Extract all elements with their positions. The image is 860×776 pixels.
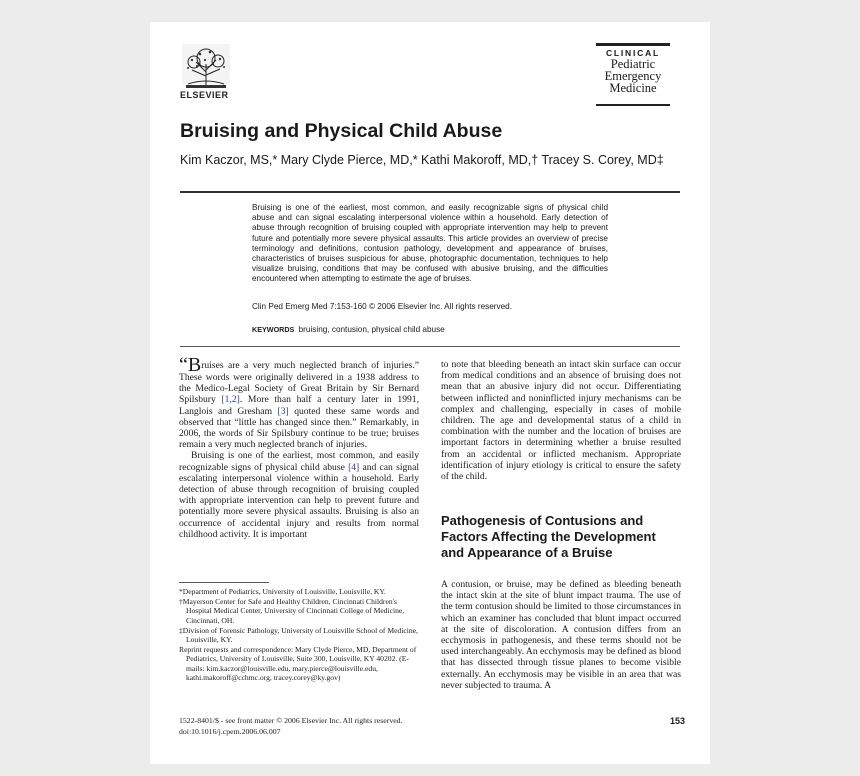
journal-line-emergency: Emergency xyxy=(604,69,662,83)
journal-line-medicine: Medicine xyxy=(609,81,657,95)
keywords xyxy=(252,325,445,334)
paragraph-second: Bruising is one of the earliest, most common, and easily recognizable signs of physical child abuse [4] and can signal escalating interpersonal violence within a household. Early detection of abuse through recognition of bruising coupled with appropriate intervention can help to prevent future and potentially more severe physical assaults. Bruising is also an occurrence of accidental injury and results from normal childhood activity. It is important xyxy=(179,450,419,540)
doi-line: doi:10.1016/j.cpem.2006.06.007 xyxy=(179,726,281,736)
paragraph-pathogenesis: A contusion, or bruise, may be defined as bleeding beneath the intact skin at the site of blunt impact trauma. The use of the term contusion should be limited to those circumstances in which an examiner has concluded that blunt impact occurred at the site of discoloration. A contusion differs from an ecchymosis in pathogenesis, and these terms should not be used interchangeably. An ecchymosis may be defined as blood that has dissected through tissue planes to become visible externally. An ecchymosis may be visible in an area that was never subjected to trauma. A xyxy=(441,579,681,691)
body-column-right-top xyxy=(441,359,681,482)
abstract: Bruising is one of the earliest, most common, and easily recognizable signs of physical child abuse and can signal escalating interpersonal violence within a household. Early detection of abuse through recognition of bruising coupled with appropriate intervention may help to prevent future and potentially more severe physical assaults. This article provides an overview of precise terminology and definitions, contusion pathology, development and appearance of bruises, characteristics of bruises suspicious for abuse, photographic documentation, techniques to help visualize bruising, conditions that may be confused with abusive bruising, and the difficulties encountered when attempting to estimate the age of bruises. xyxy=(252,203,608,284)
section-heading: Pathogenesis of Contusions and Factors Affecting the Development and Appearance of a Bruise xyxy=(441,513,656,560)
footer-copyright xyxy=(179,716,403,737)
abstract-rule xyxy=(180,346,680,347)
footnote-affiliation-2: †Mayerson Center for Safe and Healthy Children, Cincinnati Children's Hospital Medical Center, University of Cincinnati College of Medicine, Cincinnati, OH. xyxy=(179,596,405,625)
body-column-right-bottom xyxy=(441,579,681,691)
journal-line-pediatric: Pediatric xyxy=(610,57,656,71)
reference-link[interactable]: [3] xyxy=(277,405,289,417)
drop-cap: “B xyxy=(179,354,202,376)
publisher-name: ELSEVIER xyxy=(180,90,229,100)
front-matter-line: 1522-8401/$ - see front matter © 2006 Elsevier Inc. All rights reserved. xyxy=(179,716,403,725)
reference-link[interactable]: [4] xyxy=(348,461,360,473)
header-rule xyxy=(180,191,680,193)
footnote-affiliation-1: *Department of Pediatrics, University of Louisville, Louisville, KY. xyxy=(179,587,386,596)
footnote-affiliation-3: ‡Division of Forensic Pathology, University of Louisville School of Medicine, Louisville, KY. xyxy=(179,625,418,645)
citation-line: Clin Ped Emerg Med 7:153-160 © 2006 Elsevier Inc. All rights reserved. xyxy=(252,302,512,311)
journal-line-clinical: CLINICAL xyxy=(605,48,661,58)
footnotes xyxy=(179,587,420,683)
paragraph-intro: “Bruises are a very much neglected branch of injuries.” These words were originally delivered in a 1938 address to the Medico-Legal Society of Great Britain by Sir Bernard Spilsbury [1,2]. More than half a century later in 1991, Langlois and Gresham [3] quoted these same words and observed that “little has changed since then.” Remarkably, in 2006, the words of Sir Spilsbury continue to be true; bruises remain a very much neglected branch of injuries. xyxy=(179,354,419,451)
journal-badge xyxy=(596,43,670,106)
paragraph-continued: to note that bleeding beneath an intact skin surface can occur from medical conditions and an absence of bruising does not mean that an abusive injury did not occur. Differentiating between inflicted and noninflicted injury mechanisms can be complex and challenging, especially in cases of mobile children. The age and developmental status of a child in combination with the number and the location of bruises are important factors in determining whether a bruise resulted from an accidental or inflicted mechanism. Appropriate identification of injury etiology is critical to ensure the safety of the child. xyxy=(441,359,681,483)
article-title: Bruising and Physical Child Abuse xyxy=(180,120,503,142)
keywords-text: bruising, contusion, physical child abuse xyxy=(298,325,445,334)
body-column-left xyxy=(179,354,419,540)
footnote-correspondence: Reprint requests and correspondence: Mary Clyde Pierce, MD, Department of Pediatrics, University of Louisville, Suite 300, Louisville, KY 40202. (E-mails: kim.kaczor@louisville.edu, mary.pierce@louisville.edu, kathi.makoroff@cchmc.org, tracey.corey@ky.gov) xyxy=(179,644,417,683)
article-authors: Kim Kaczor, MS,* Mary Clyde Pierce, MD,* Kathi Makoroff, MD,† Tracey S. Corey, MD‡ xyxy=(180,153,664,167)
keywords-label: KEYWORDS xyxy=(252,325,295,334)
page-number: 153 xyxy=(670,716,686,726)
reference-link[interactable]: [1,2] xyxy=(221,394,240,406)
footnote-rule xyxy=(179,582,269,583)
